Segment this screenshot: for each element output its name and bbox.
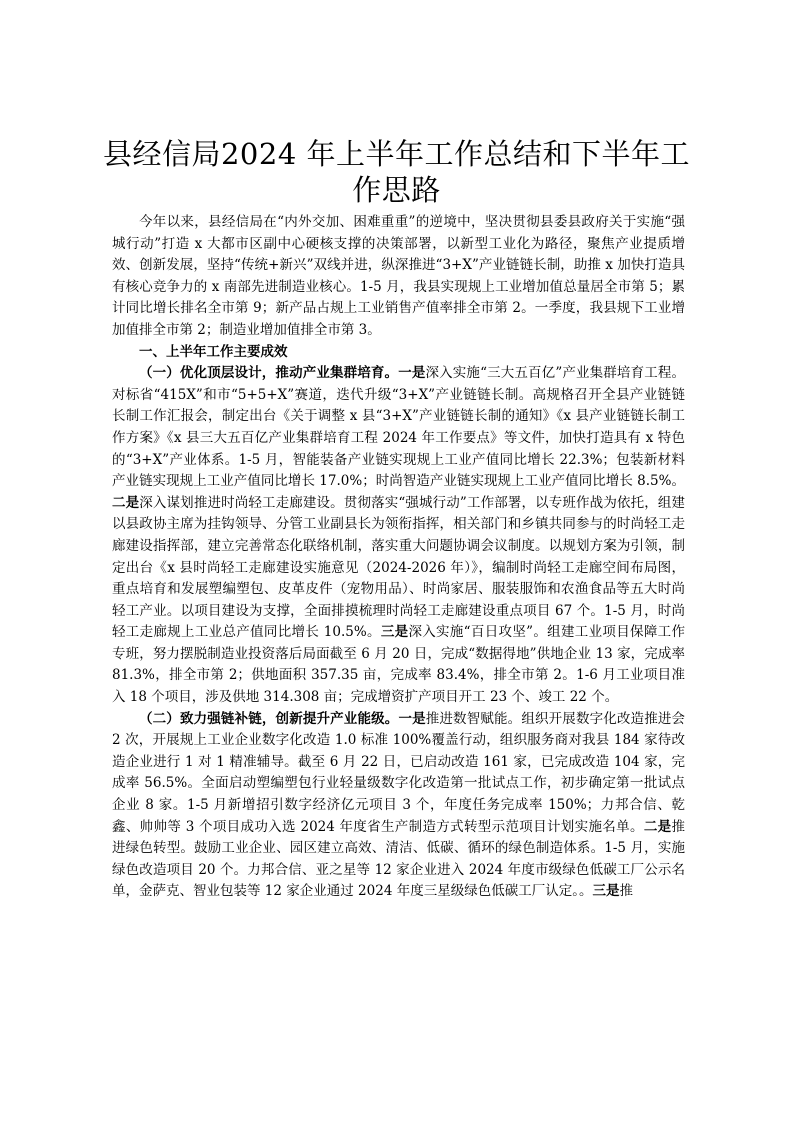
point-marker-6: 三是 [592, 883, 620, 900]
point-text-5: 推进绿色转型。鼓励工业企业、园区建立高效、清洁、低碳、循环的绿色制造体系。1-5 月，实施绿色改造项目 20 个。力邦合信、亚之星等 12 家企业进入 2024 年度市级绿色低碳工厂公示名单，金萨克、智业包装等 12 家企业通过 2024 年度三星级绿色低碳工厂认定。。 [112, 818, 685, 900]
point-marker-3: 三是 [380, 624, 409, 641]
title-line-1: 县经信局2024 年上半年工作总结和下半年工 [102, 137, 691, 171]
point-marker-5: 二是 [643, 818, 672, 835]
subsection-1-heading: （一）优化顶层设计，推动产业集群培育。 [139, 365, 399, 382]
section-1-paragraph-1 [112, 363, 685, 709]
intro-paragraph: 今年以来，县经信局在“内外交加、困难重重”的逆境中，坚决贯彻县委县政府关于实施“强城行动”打造 x 大都市区副中心硬核支撑的决策部署，以新型工业化为路径，聚焦产业提质增效、创新发展，坚持“传统+新兴”双线并进，纵深推进“3+X”产业链链长制，助推 x 加快打造具有核心竞争力的 x 南部先进制造业核心。1-5 月，我县实现规上工业增加值总量居全市第 5；累计同比增长排名全市第 9；新产品占规上工业销售产值率排全市第 2。一季度，我县规下工业增加值排全市第 2；制造业增加值排全市第 3。 [112, 214, 685, 338]
section-1-paragraph-2 [112, 709, 685, 903]
document-body [112, 212, 685, 903]
point-text-2: 深入谋划推进时尚轻工走廊建设。贯彻落实“强城行动”工作部署，以专班作战为依托，组建以县政协主席为挂钩领导、分管工业副县长为领衔指挥，相关部门和乡镇共同参与的时尚轻工走廊建设指挥部，建立完善常态化联络机制，落实重大问题协调会议制度。以规划方案为引领，制定出台《x 县时尚轻工走廊建设实施意见（2024-2026 年）》，编制时尚轻工走廊空间布局图，重点培育和发展塑编塑包、皮革皮件（宠物用品）、时尚家居、服装服饰和农渔食品等五大时尚轻工产业。以项目建设为支撑，全面排摸梳理时尚轻工走廊建设重点项目 67 个。1-5 月，时尚轻工走廊规上工业总产值同比增长 10.5%。 [112, 494, 685, 641]
point-text-4: 推进数智赋能。组织开展数字化改造推进会 2 次，开展规上工业企业数字化改造 1.0 标准 100%覆盖行动，组织服务商对我县 184 家待改造企业进行 1 对 1 精准辅导。截至 6 月 22 日，已启动改造 161 家，已完成改造 104 家，完成率 56.5%。全面启动塑编塑包行业轻量级数字化改造第一批试点工作，初步确定第一批试点企业 8 家。1-5 月新增招引数字经济亿元项目 3 个，年度任务完成率 150%；力邦合信、乾鑫、帅帅等 3 个项目成功入选 2024 年度省生产制造方式转型示范项目计划实施名单。 [112, 710, 686, 835]
section-1-heading: 一、上半年工作主要成效 [139, 343, 288, 360]
point-text-1: 深入实施“三大五百亿”产业集群培育工程。对标省“415X”和市“5+5+X”赛道，迭代升级“3+X”产业链链长制。高规格召开全县产业链链长制工作汇报会，制定出台《关于调整 x 县“3+X”产业链链长制的通知》《x 县产业链链长制工作方案》《x 县三大五百亿产业集群培育工程 2024 年工作要点》等文件，加快打造具有 x 特色的“3+X”产业体系。1-5 月，智能装备产业链实现规上工业产值同比增长 22.3%；包装新材料产业链实现规上工业产值同比增长 17.0%；时尚智造产业链实现规上工业产值同比增长 8.5%。 [112, 365, 686, 490]
title-line-2: 作思路 [352, 173, 441, 207]
point-marker-1: 一是 [398, 365, 426, 382]
document-title [96, 136, 697, 208]
subsection-2-heading: （二）致力强链补链，创新提升产业能级。 [139, 710, 399, 727]
point-text-6: 推 [619, 883, 633, 900]
point-marker-2: 二是 [112, 494, 140, 511]
point-marker-4: 一是 [398, 710, 426, 727]
point-text-3: 深入实施“百日攻坚”。组建工业项目保障工作专班，努力摆脱制造业投资落后局面截至 6 月 20 日，完成“数据得地”供地企业 13 家，完成率 81.3%，排全市第 2；供地面积 357.35 亩，完成率 83.4%，排全市第 2。1-6 月工业项目准入 18 个项目，涉及供地 314.308 亩；完成增资扩产项目开工 23 个、竣工 22 个。 [112, 624, 685, 706]
